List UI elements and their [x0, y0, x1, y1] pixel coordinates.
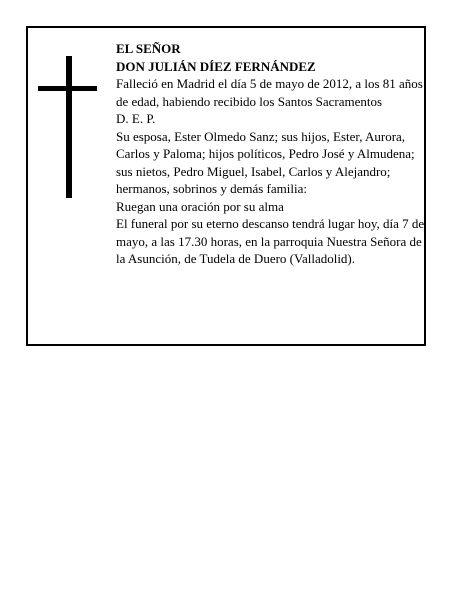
deceased-name: DON JULIÁN DÍEZ FERNÁNDEZ — [116, 58, 316, 74]
cross-icon — [66, 56, 72, 198]
family-members: Su esposa, Ester Olmedo Sanz; sus hijos, Ester, Aurora, Carlos y Paloma; hijos políticos, Pedro José y Almudena; sus nietos, Pedro Miguel, Isabel, Carlos y Alejandro; hermanos, sobrinos y demás familia: — [116, 128, 415, 196]
prayer-request: Ruegan una oración por su alma — [116, 198, 284, 214]
funeral-details: El funeral por su eterno descanso tendrá lugar hoy, día 7 de mayo, a las 17.30 horas, en la parroquia Nuestra Señora de la Asunción, de Tudela de Duero (Valladolid). — [116, 216, 425, 266]
rip-abbreviation: D. E. P. — [116, 111, 156, 126]
obituary-notice — [26, 26, 426, 346]
obituary-text — [116, 40, 426, 268]
cross-icon-crossbar — [38, 86, 97, 91]
death-details: Falleció en Madrid el día 5 de mayo de 2012, a los 81 años de edad, habiendo recibido los Santos Sacramentos — [116, 76, 423, 109]
notice-title: EL SEÑOR — [116, 41, 181, 56]
